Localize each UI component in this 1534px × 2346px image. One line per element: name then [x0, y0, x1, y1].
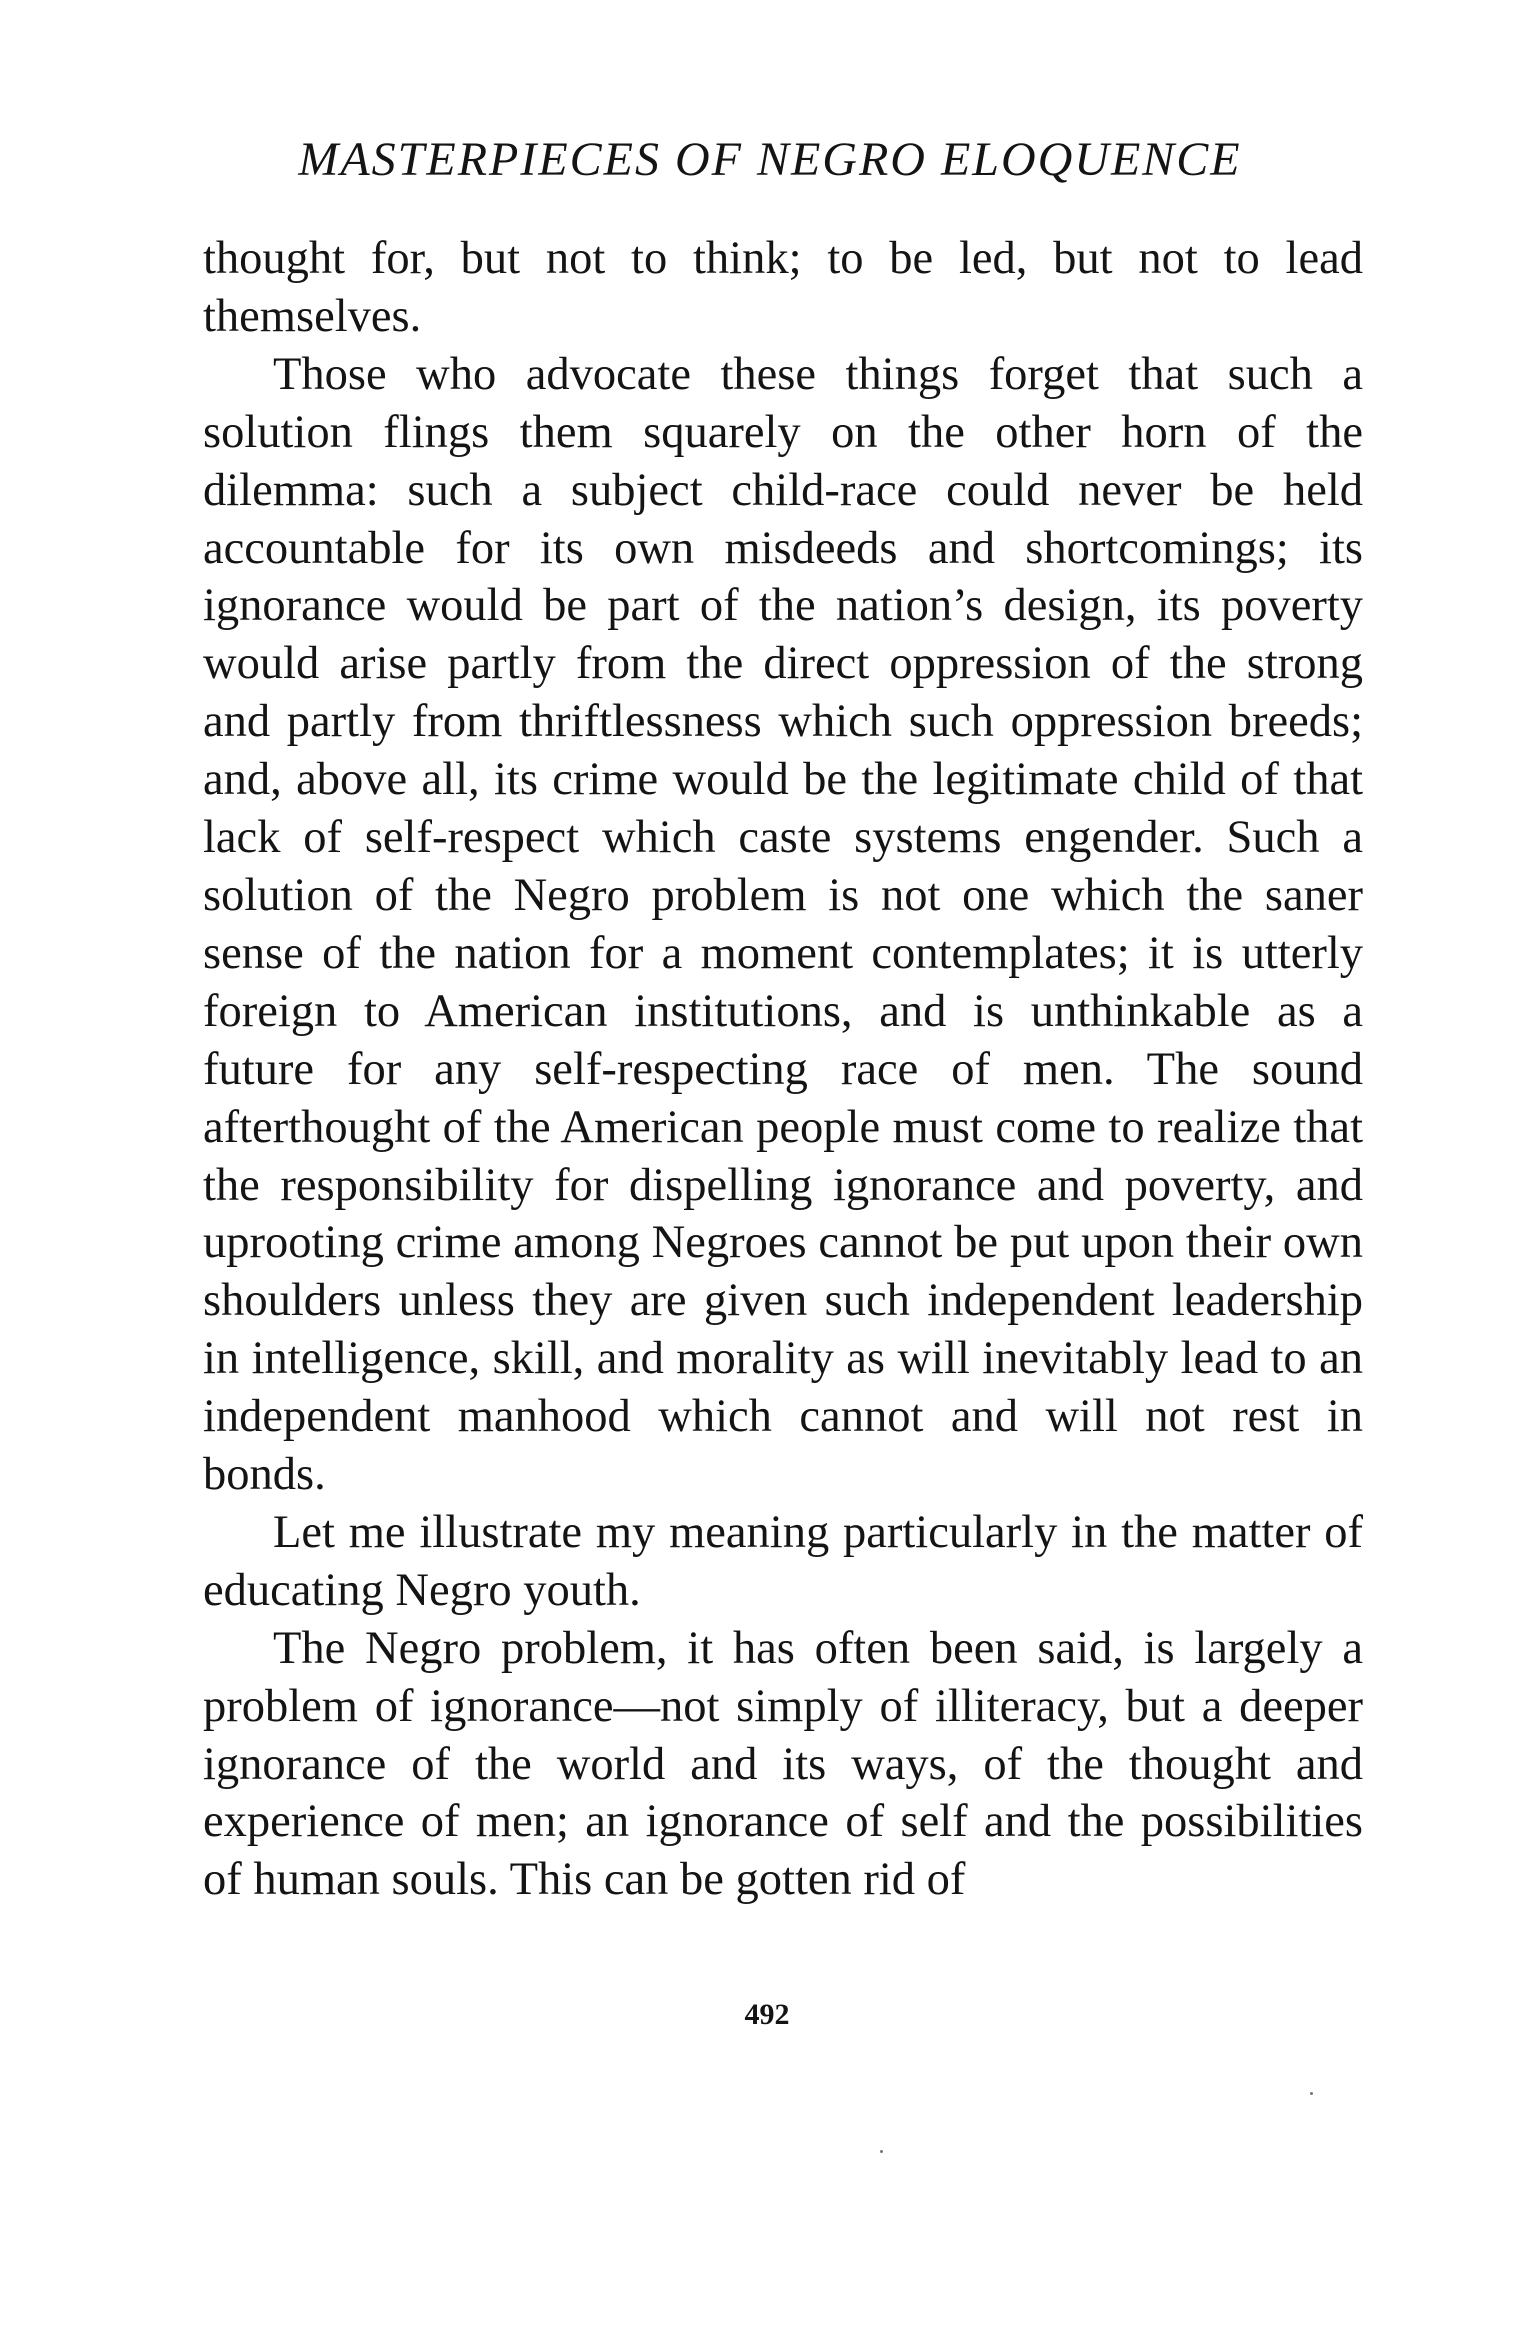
paragraph: Let me illustrate my meaning particularly in the matter of educating Negro youth.: [203, 1506, 1363, 1616]
body-text: [203, 230, 1363, 1909]
scan-speck: [1310, 2092, 1313, 2095]
paragraph-continued: thought for, but not to think; to be led, but not to lead themselves.: [203, 233, 1363, 342]
paragraph: The Negro problem, it has often been said, is largely a problem of ignorance—not simply of illiteracy, but a deeper ignorance of the world and its ways, of the thought and experience of men; an ignorance of self and the possibilities of human souls. This can be gotten rid of: [203, 1622, 1363, 1906]
running-head-title: MASTERPIECES OF NEGRO ELOQUENCE: [298, 133, 1242, 186]
paragraph: Those who advocate these things forget that such a solution flings them squarely on the other horn of the dilemma: such a subject child-race could never be held accountable for its own misdeeds and shortcomings; its ignorance would be part of the nation’s design, its poverty would arise partly from the direct oppression of the strong and partly from thriftlessness which such oppression breeds; and, above all, its crime would be the legitimate child of that lack of self-respect which caste systems engender. Such a solution of the Negro problem is not one which the saner sense of the nation for a moment contemplates; it is utterly foreign to American institutions, and is unthinkable as a future for any self-respecting race of men. The sound afterthought of the American people must come to realize that the responsibility for dispelling ignorance and poverty, and uprooting crime among Negroes cannot be put upon their own shoulders unless they are given such independent leadership in intelligence, skill, and morality as will inevitably lead to an independent manhood which cannot and will not rest in bonds.: [203, 348, 1363, 1501]
page-number: 492: [744, 1998, 790, 2031]
scan-speck: [880, 2150, 883, 2153]
